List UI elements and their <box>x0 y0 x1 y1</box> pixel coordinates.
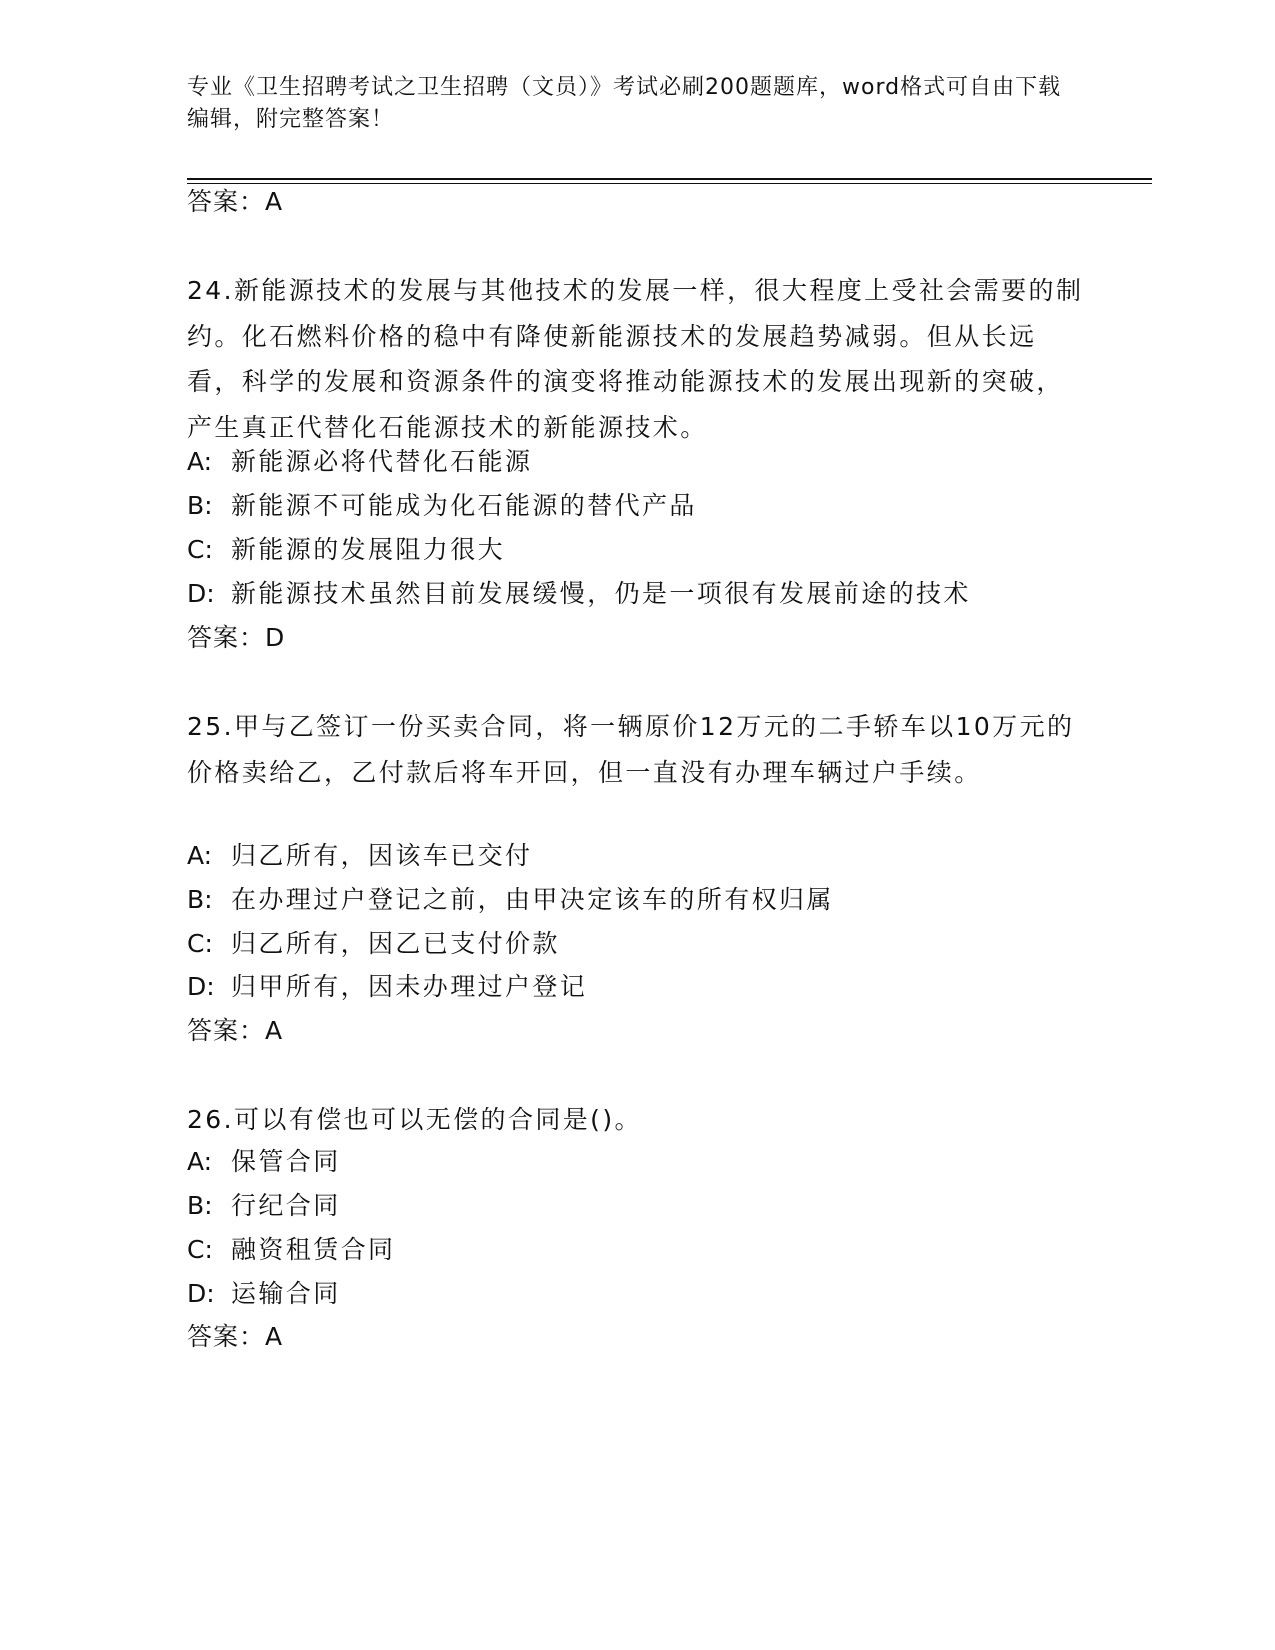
option-text: 保管合同 <box>231 1147 341 1176</box>
question-26-option-a <box>187 1144 341 1180</box>
question-26-option-d <box>187 1276 341 1312</box>
question-25-answer: 答案：A <box>187 1016 284 1045</box>
option-letter: A: <box>187 447 213 476</box>
option-text: 新能源必将代替化石能源 <box>231 447 533 476</box>
option-letter: B: <box>187 1191 213 1220</box>
option-text: 新能源不可能成为化石能源的替代产品 <box>231 491 697 520</box>
option-letter: C: <box>187 535 213 564</box>
question-26-answer: 答案：A <box>187 1322 284 1351</box>
header-divider-thick <box>187 178 1152 180</box>
option-text: 在办理过户登记之前，由甲决定该车的所有权归属 <box>231 885 834 914</box>
option-text: 融资租赁合同 <box>231 1235 396 1264</box>
question-26-stem: 26.可以有偿也可以无偿的合同是()。 <box>187 1105 642 1134</box>
option-text: 归乙所有，因该车已交付 <box>231 841 533 870</box>
option-text: 行纪合同 <box>231 1191 341 1220</box>
question-26-option-b <box>187 1188 341 1224</box>
question-24-answer: 答案：D <box>187 623 286 652</box>
question-25-option-b <box>187 882 834 918</box>
option-letter: C: <box>187 929 213 958</box>
option-letter: B: <box>187 885 213 914</box>
question-24-option-d <box>187 576 971 612</box>
question-25-option-d <box>187 969 587 1005</box>
question-25-stem: 25.甲与乙签订一份买卖合同，将一辆原价12万元的二手轿车以10万元的价格卖给乙，乙付款后将车开回，但一直没有办理车辆过户手续。 <box>187 712 1075 787</box>
option-letter: B: <box>187 491 213 520</box>
option-letter: D: <box>187 579 215 608</box>
option-letter: A: <box>187 1147 213 1176</box>
option-letter: D: <box>187 1279 215 1308</box>
question-24-option-b <box>187 488 697 524</box>
option-letter: D: <box>187 972 215 1001</box>
option-letter: A: <box>187 841 213 870</box>
option-text: 归乙所有，因乙已支付价款 <box>231 929 560 958</box>
option-letter: C: <box>187 1235 213 1264</box>
question-24-stem: 24.新能源技术的发展与其他技术的发展一样，很大程度上受社会需要的制约。化石燃料价格的稳中有降使新能源技术的发展趋势减弱。但从长远看，科学的发展和资源条件的演变将推动能源技术的发展出现新的突破，产生真正代替化石能源技术的新能源技术。 <box>187 276 1084 442</box>
question-26-option-c <box>187 1232 395 1268</box>
option-text: 新能源的发展阻力很大 <box>231 535 506 564</box>
previous-answer: 答案：A <box>187 187 284 216</box>
header-divider-thin <box>187 183 1152 184</box>
page-header-text: 专业《卫生招聘考试之卫生招聘（文员）》考试必刷200题题库，word格式可自由下载编辑，附完整答案！ <box>187 75 1062 132</box>
question-24-option-c <box>187 532 505 568</box>
question-24-option-a <box>187 444 532 480</box>
question-25-option-a <box>187 838 532 874</box>
question-25-option-c <box>187 926 560 962</box>
option-text: 归甲所有，因未办理过户登记 <box>231 972 588 1001</box>
option-text: 新能源技术虽然目前发展缓慢，仍是一项很有发展前途的技术 <box>231 579 971 608</box>
option-text: 运输合同 <box>231 1279 341 1308</box>
